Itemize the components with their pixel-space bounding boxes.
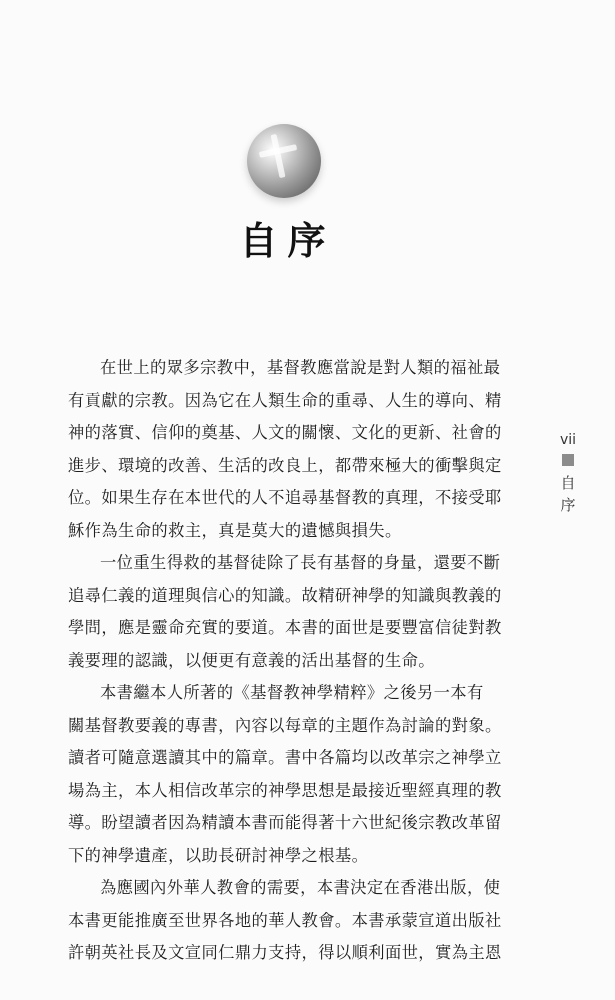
text-line: 本書更能推廣至世界各地的華人教會。本書承蒙宣道出版社 [68,910,502,930]
text-line: 有貢獻的宗教。因為它在人類生命的重尋、人生的導向、精 [68,390,502,410]
preface-body-text [68,352,518,970]
page-number: vii [559,432,577,448]
text-line: 下的神學遺產，以助長研討神學之根基。 [68,845,369,865]
text-line: 關基督教要義的專書，內容以每章的主題作為討論的對象。 [68,715,502,735]
text-line: 義要理的認識，以便更有意義的活出基督的生命。 [68,650,435,670]
text-line: 本書繼本人所著的《基督教神學精粹》之後另一本有 [100,683,484,702]
text-line: 一位重生得救的基督徒除了長有基督的身量，還要不斷 [100,553,501,572]
text-line: 讀者可隨意選讀其中的篇章。書中各篇均以改革宗之神學立 [68,748,502,767]
cross-orb-icon [247,124,321,198]
side-chapter-char-2: 序 [560,496,576,514]
text-line: 在世上的眾多宗教中，基督教應當說是對人類的福祉最 [100,358,501,377]
side-margin-label [553,432,583,516]
text-line: 導。盼望讀者因為精讀本書而能得著十六世紀後宗教改革留 [68,813,502,832]
text-line: 穌作為生命的救主，真是莫大的遺憾與損失。 [68,520,402,540]
text-line: 進步、環境的改善、生活的改良上，都帶來極大的衝擊與定 [68,455,502,475]
text-line: 學問，應是靈命充實的要道。本書的面世是要豐富信徒對教 [68,618,502,637]
text-line: 追尋仁義的道理與信心的知識。故精研神學的知識與教義的 [68,585,502,605]
text-line: 神的落實、信仰的奠基、人文的關懷、文化的更新、社會的 [68,423,502,442]
side-chapter-char-1: 自 [560,474,576,492]
page-title: 自序 [239,219,336,263]
text-line: 為應國內外華人教會的需要，本書決定在香港出版，使 [100,878,501,897]
square-marker [562,454,574,466]
text-line: 場為主，本人相信改革宗的神學思想是最接近聖經真理的教 [68,780,502,800]
text-line: 位。如果生存在本世代的人不追尋基督教的真理，不接受耶 [68,488,502,507]
text-line: 許朝英社長及文宣同仁鼎力支持，得以順利面世，實為主恩 [68,943,502,962]
